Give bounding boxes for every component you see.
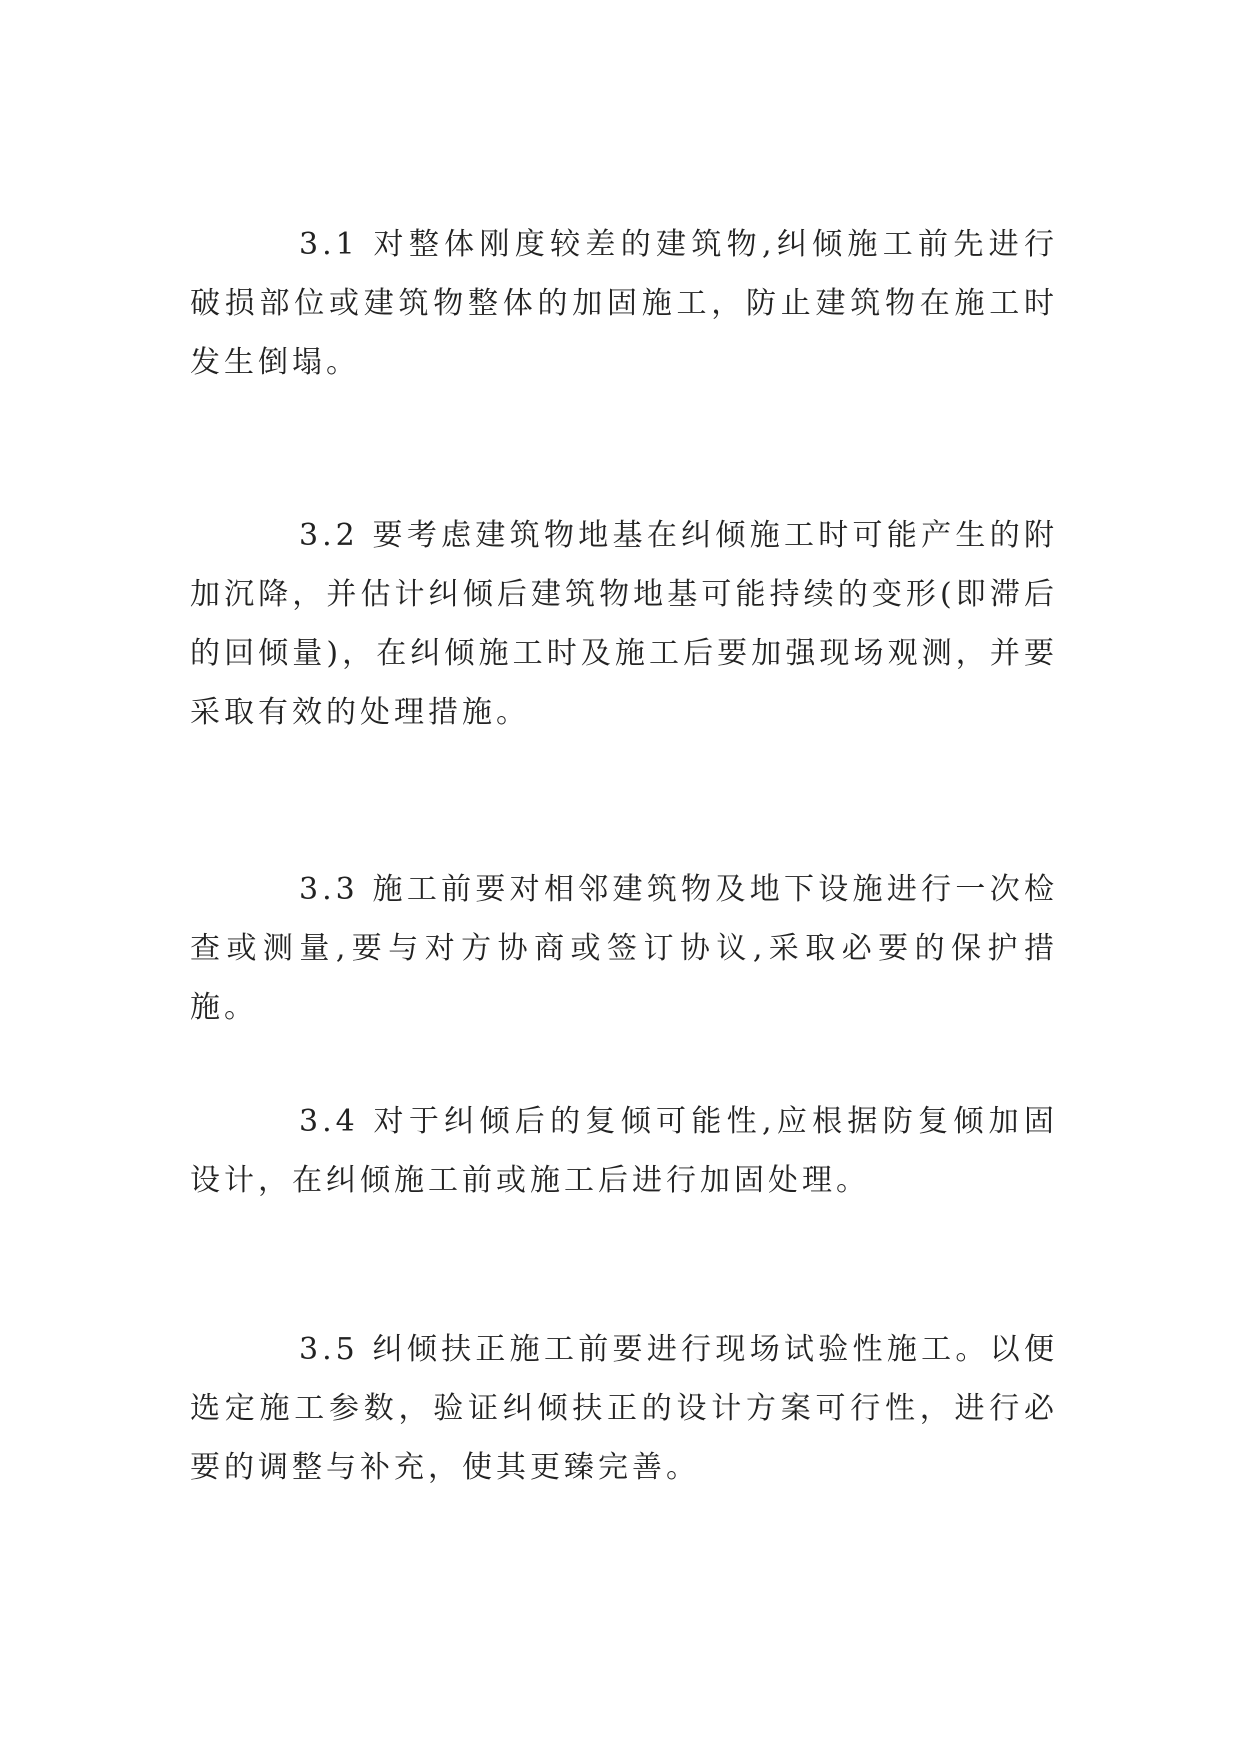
paragraph-3-2: 3.2 要考虑建筑物地基在纠倾施工时可能产生的附加沉降，并估计纠倾后建筑物地基可能持续的变形(即滞后的回倾量)，在纠倾施工时及施工后要加强现场观测，并要采取有效的处理措施。	[190, 518, 1058, 730]
paragraph-3-1: 3.1 对整体刚度较差的建筑物,纠倾施工前先进行破损部位或建筑物整体的加固施工，防止建筑物在施工时发生倒塌。	[190, 227, 1058, 380]
paragraph-3-3: 3.3 施工前要对相邻建筑物及地下设施进行一次检查或测量,要与对方协商或签订协议,采取必要的保护措施。	[190, 872, 1058, 1025]
paragraph-3-4: 3.4 对于纠倾后的复倾可能性,应根据防复倾加固设计，在纠倾施工前或施工后进行加固处理。	[190, 1104, 1058, 1198]
paragraph-3-5: 3.5 纠倾扶正施工前要进行现场试验性施工。以便选定施工参数，验证纠倾扶正的设计方案可行性，进行必要的调整与补充，使其更臻完善。	[190, 1332, 1058, 1485]
